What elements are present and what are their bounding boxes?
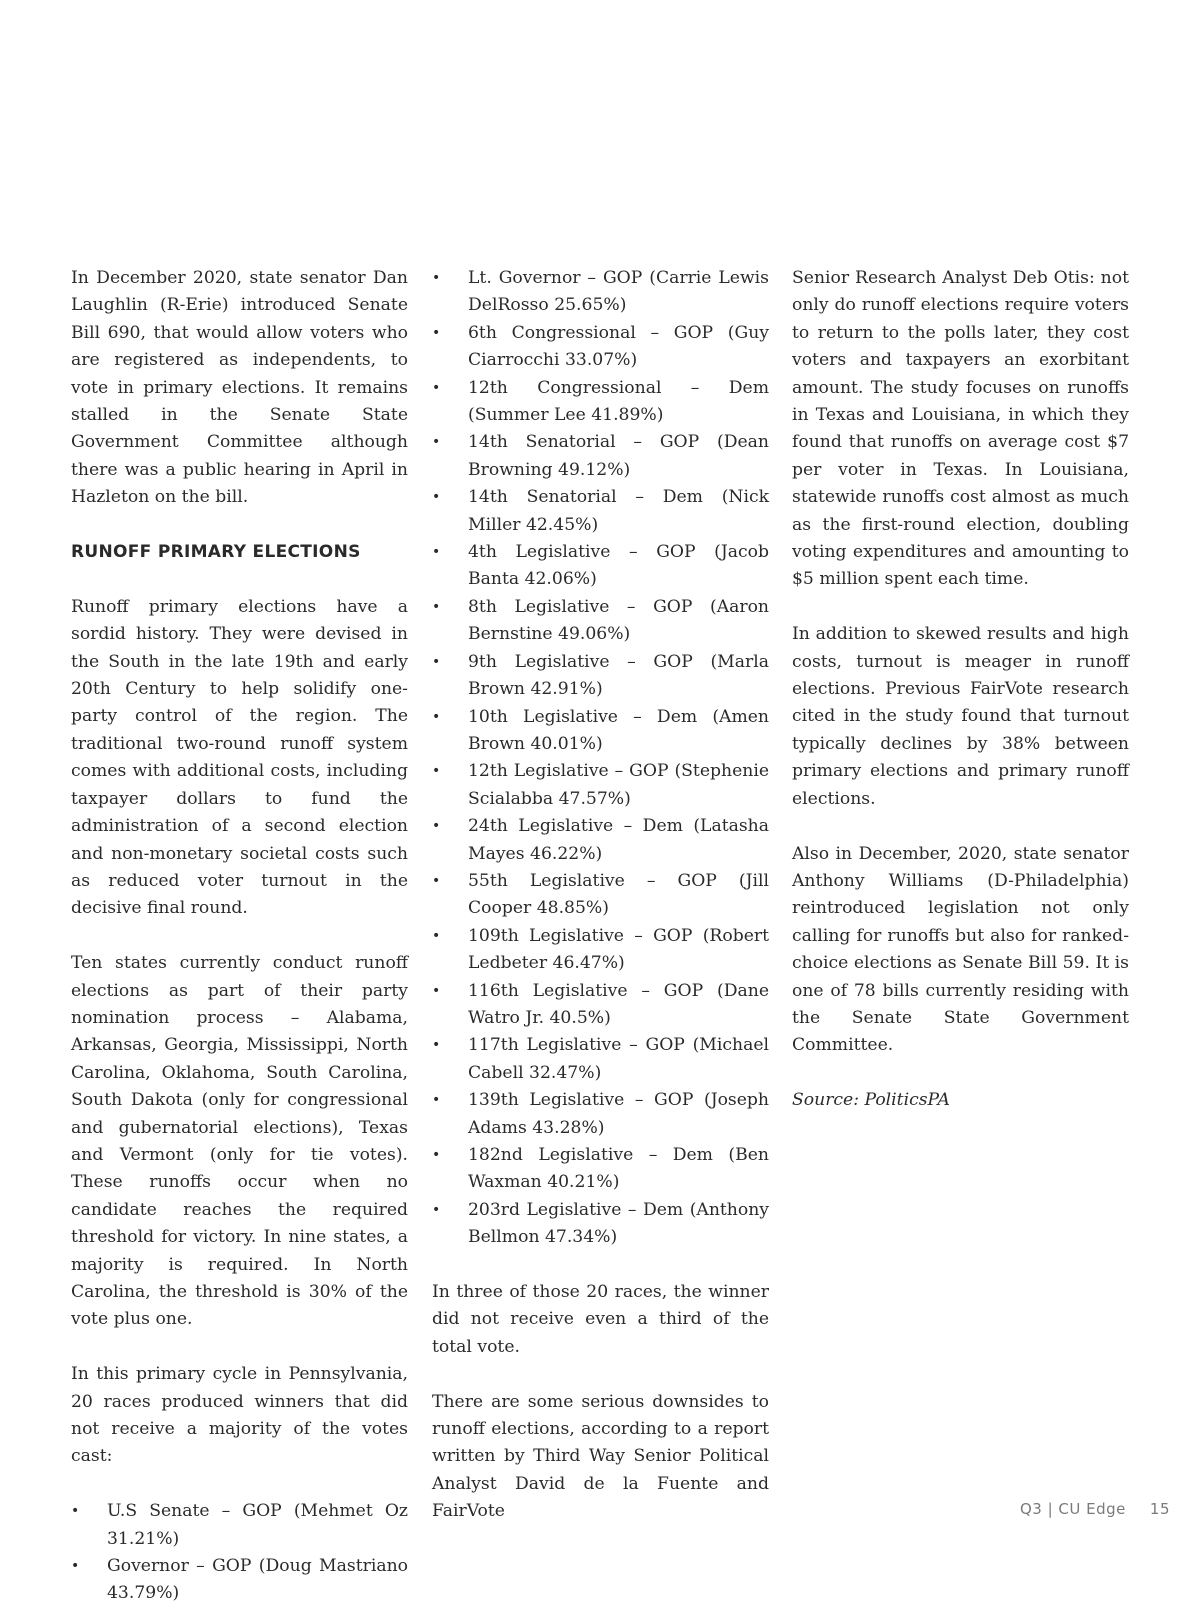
paragraph-downsides: There are some serious downsides to runoff elections, according to a report written by Third Way Senior Political Analyst David de la Fuente and FairVote	[432, 1391, 769, 1522]
publication-name: Q3 | CU Edge	[1019, 1500, 1126, 1518]
paragraph-third-of-vote: In three of those 20 races, the winner did not receive even a third of the total vote.	[432, 1282, 769, 1357]
paragraph-runoff-costs: Senior Research Analyst Deb Otis: not only do runoff elections require voters to return to the polls later, they cost voters and taxpayers an exorbitant amount. The study focuses on runoffs in Texas and Louisiana, in which they found that runoffs on average cost $7 per voter in Texas. In Louisiana, statewide runoffs cost almost as much as the first-round election, doubling voting expenditures and amounting to $5 million spent each time.	[792, 268, 1129, 590]
list-item: • 12th Congressional – Dem (Summer Lee 41.89%)	[432, 375, 769, 430]
list-item: • 116th Legislative – GOP (Dane Watro Jr. 40.5%)	[432, 978, 769, 1033]
paragraph-pennsylvania-cycle: In this primary cycle in Pennsylvania, 20 races produced winners that did not receive a majority of the votes cast:	[71, 1364, 408, 1467]
list-item: • 55th Legislative – GOP (Jill Cooper 48.85%)	[432, 868, 769, 923]
list-item: • 24th Legislative – Dem (Latasha Mayes 46.22%)	[432, 813, 769, 868]
list-item: • 12th Legislative – GOP (Stephenie Scialabba 47.57%)	[432, 758, 769, 813]
list-item: • Governor – GOP (Doug Mastriano 43.79%)	[71, 1553, 408, 1608]
race-list-part-1	[71, 1498, 408, 1608]
list-item: • 117th Legislative – GOP (Michael Cabell 32.47%)	[432, 1032, 769, 1087]
paragraph-ten-states: Ten states currently conduct runoff elections as part of their party nomination process – Alabama, Arkansas, Georgia, Mississippi, North Carolina, Oklahoma, South Carolina, South Dakota (only for congressional and gubernatorial elections), Texas and Vermont (only for tie votes). These runoffs occur when no candidate reaches the required threshold for victory. In nine states, a majority is required. In North Carolina, the threshold is 30% of the vote plus one.	[71, 953, 408, 1330]
list-item: • 8th Legislative – GOP (Aaron Bernstine 49.06%)	[432, 594, 769, 649]
list-item: • U.S Senate – GOP (Mehmet Oz 31.21%)	[71, 1498, 408, 1553]
column-left	[71, 265, 408, 1608]
column-middle	[432, 265, 769, 1526]
page-number: 15	[1149, 1500, 1170, 1518]
list-item: • Lt. Governor – GOP (Carrie Lewis DelRosso 25.65%)	[432, 265, 769, 320]
list-item: • 109th Legislative – GOP (Robert Ledbeter 46.47%)	[432, 923, 769, 978]
list-item: • 203rd Legislative – Dem (Anthony Bellmon 47.34%)	[432, 1197, 769, 1252]
list-item: • 9th Legislative – GOP (Marla Brown 42.91%)	[432, 649, 769, 704]
paragraph-senate-bill-59: Also in December, 2020, state senator Anthony Williams (D-Philadelphia) reintroduced legislation not only calling for runoffs but also for ranked-choice elections as Senate Bill 59. It is one of 78 bills currently residing with the Senate State Government Committee.	[792, 843, 1129, 1056]
paragraph-runoff-history: Runoff primary elections have a sordid history. They were devised in the South in the late 19th and early 20th Century to help solidify one-party control of the region. The traditional two-round runoff system comes with additional costs, including taxpayer dollars to fund the administration of a second election and non-monetary societal costs such as reduced voter turnout in the decisive final round.	[71, 596, 408, 919]
page-footer	[1020, 1500, 1170, 1518]
section-heading: RUNOFF PRIMARY ELECTIONS	[71, 542, 361, 563]
source-citation: Source: PoliticsPA	[792, 1090, 950, 1111]
list-item: • 14th Senatorial – GOP (Dean Browning 49.12%)	[432, 429, 769, 484]
list-item: • 6th Congressional – GOP (Guy Ciarrocchi 33.07%)	[432, 320, 769, 375]
column-right	[792, 265, 1129, 1115]
paragraph-senate-bill-690: In December 2020, state senator Dan Laughlin (R-Erie) introduced Senate Bill 690, that would allow voters who are registered as independents, to vote in primary elections. It remains stalled in the Senate State Government Committee although there was a public hearing in April in Hazleton on the bill.	[71, 268, 408, 508]
list-item: • 14th Senatorial – Dem (Nick Miller 42.45%)	[432, 484, 769, 539]
list-item: • 182nd Legislative – Dem (Ben Waxman 40.21%)	[432, 1142, 769, 1197]
list-item: • 139th Legislative – GOP (Joseph Adams 43.28%)	[432, 1087, 769, 1142]
race-list-part-2	[432, 265, 769, 1252]
list-item: • 10th Legislative – Dem (Amen Brown 40.01%)	[432, 704, 769, 759]
paragraph-turnout: In addition to skewed results and high costs, turnout is meager in runoff elections. Previous FairVote research cited in the study found that turnout typically declines by 38% between primary elections and primary runoff elections.	[792, 624, 1129, 809]
list-item: • 4th Legislative – GOP (Jacob Banta 42.06%)	[432, 539, 769, 594]
